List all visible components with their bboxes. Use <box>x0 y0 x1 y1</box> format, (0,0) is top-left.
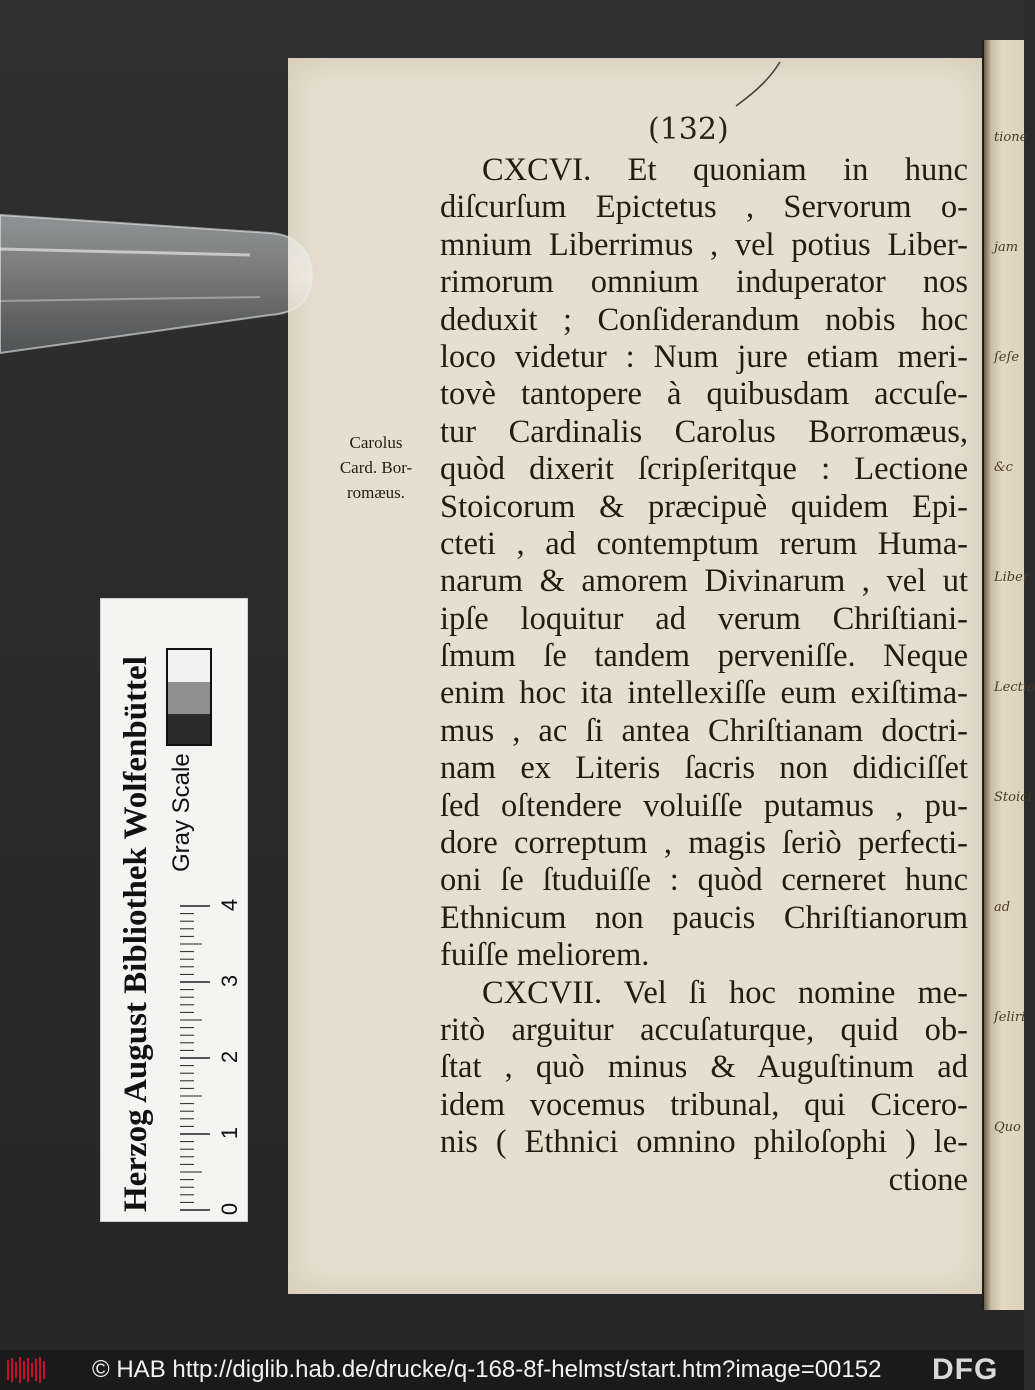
pen-mark-decoration <box>730 60 790 110</box>
adjacent-page-fragment: Liber <box>994 570 1030 585</box>
text-line: ſmum ſe tandem perveniſſe. Neque <box>440 638 968 675</box>
ruler-subtitle: Gray Scale <box>168 753 195 872</box>
text-line: ſtat , quò minus & Auguſtinum ad <box>440 1049 968 1086</box>
text-line: nam ex Literis ſacris non didiciſſet <box>440 750 968 787</box>
page-number: (132) <box>648 112 729 147</box>
ruler-title: Herzog August Bibliothek Wolfenbüttel <box>118 656 154 1212</box>
text-line: deduxit ; Conſiderandum nobis hoc <box>440 301 968 338</box>
adjacent-page-fragment: ſeſe <box>994 350 1020 365</box>
barcode-logo-icon <box>6 1356 50 1384</box>
text-line: mnium Liberrimus , vel potius Liber- <box>440 226 968 263</box>
plastic-clip <box>0 205 320 355</box>
text-line: CXCVI. Et quoniam in hunc <box>482 152 968 188</box>
ruler-number: 0 <box>217 1202 243 1216</box>
text-line: tovè tantopere à quibusdam accuſe- <box>440 376 968 413</box>
margin-note-line: Card. Bor- <box>339 458 413 477</box>
text-line: ctione <box>888 1161 968 1198</box>
text-line: ſed oſtendere voluiſſe putamus , pu- <box>440 787 968 824</box>
text-line: fuiſſe meliorem. <box>440 937 650 974</box>
ruler-number: 2 <box>217 1050 243 1064</box>
ruler-number: 3 <box>217 974 243 988</box>
text-line: oni ſe ſtuduiſſe : quòd cerneret hunc <box>440 862 968 899</box>
adjacent-page-fragment: jam <box>994 240 1019 255</box>
gray-patch-mid <box>166 682 212 714</box>
text-line: idem vocemus tribunal, qui Cicero- <box>440 1086 968 1123</box>
text-line: loco videtur : Num jure etiam meri- <box>440 338 968 375</box>
text-line: tur Cardinalis Carolus Borromæus, <box>440 413 968 450</box>
text-line: ipſe loquitur ad verum Chriſtiani- <box>440 600 968 637</box>
footer-bar <box>0 1350 1024 1390</box>
page-text <box>440 152 968 1199</box>
text-line: mus , ac ſi antea Chriſtianam doctri- <box>440 712 968 749</box>
adjacent-page-fragment: Stoici <box>994 790 1032 805</box>
copyright-url[interactable]: © HAB http://diglib.hab.de/drucke/q-168-8f-helmst/start.htm?image=00152 <box>92 1356 882 1383</box>
text-line: ritò arguitur accuſaturque, quid ob- <box>440 1011 968 1048</box>
text-line: CXCVII. Vel ſi hoc nomine me- <box>482 974 968 1011</box>
text-line: quòd dixerit ſcripſeritque : Lectione <box>440 451 968 488</box>
adjacent-page-fragment: Lectio <box>994 680 1035 695</box>
text-line: Ethnicum non paucis Chriſtianorum <box>440 899 968 936</box>
text-line: nis ( Ethnici omnino philoſophi ) le- <box>440 1124 968 1161</box>
text-line: narum & amorem Divinarum , vel ut <box>440 563 968 600</box>
text-line: dore correptum , magis ſeriò perfecti- <box>440 825 968 862</box>
adjacent-page-fragment: ad <box>994 900 1011 915</box>
adjacent-page-edge <box>982 40 1035 1310</box>
margin-note-line: romæus. <box>346 483 406 502</box>
adjacent-page-fragment: Quo <box>994 1120 1021 1135</box>
adjacent-page-fragment: tione <box>994 130 1028 145</box>
gray-patch-dark <box>166 714 212 746</box>
adjacent-page-fragment: ſeliri <box>994 1010 1026 1025</box>
text-line: Stoicorum & præcipuè quidem Epi- <box>440 488 968 525</box>
gray-patch-light <box>166 648 212 682</box>
text-line: rimorum omnium induperator nos <box>440 264 968 301</box>
adjacent-page-fragment: &c <box>994 460 1013 475</box>
margin-note-line: Carolus <box>349 433 403 452</box>
text-line: diſcurſum Epictetus , Servorum o- <box>440 189 968 226</box>
dfg-logo: DFG <box>932 1353 999 1386</box>
ruler-number: 1 <box>217 1126 243 1140</box>
text-line: enim hoc ita intellexiſſe eum exiſtima- <box>440 675 968 712</box>
ruler-ticks <box>178 900 218 1218</box>
margin-note <box>320 430 432 505</box>
ruler-number: 4 <box>217 898 243 912</box>
text-line: cteti , ad contemptum rerum Huma- <box>440 525 968 562</box>
